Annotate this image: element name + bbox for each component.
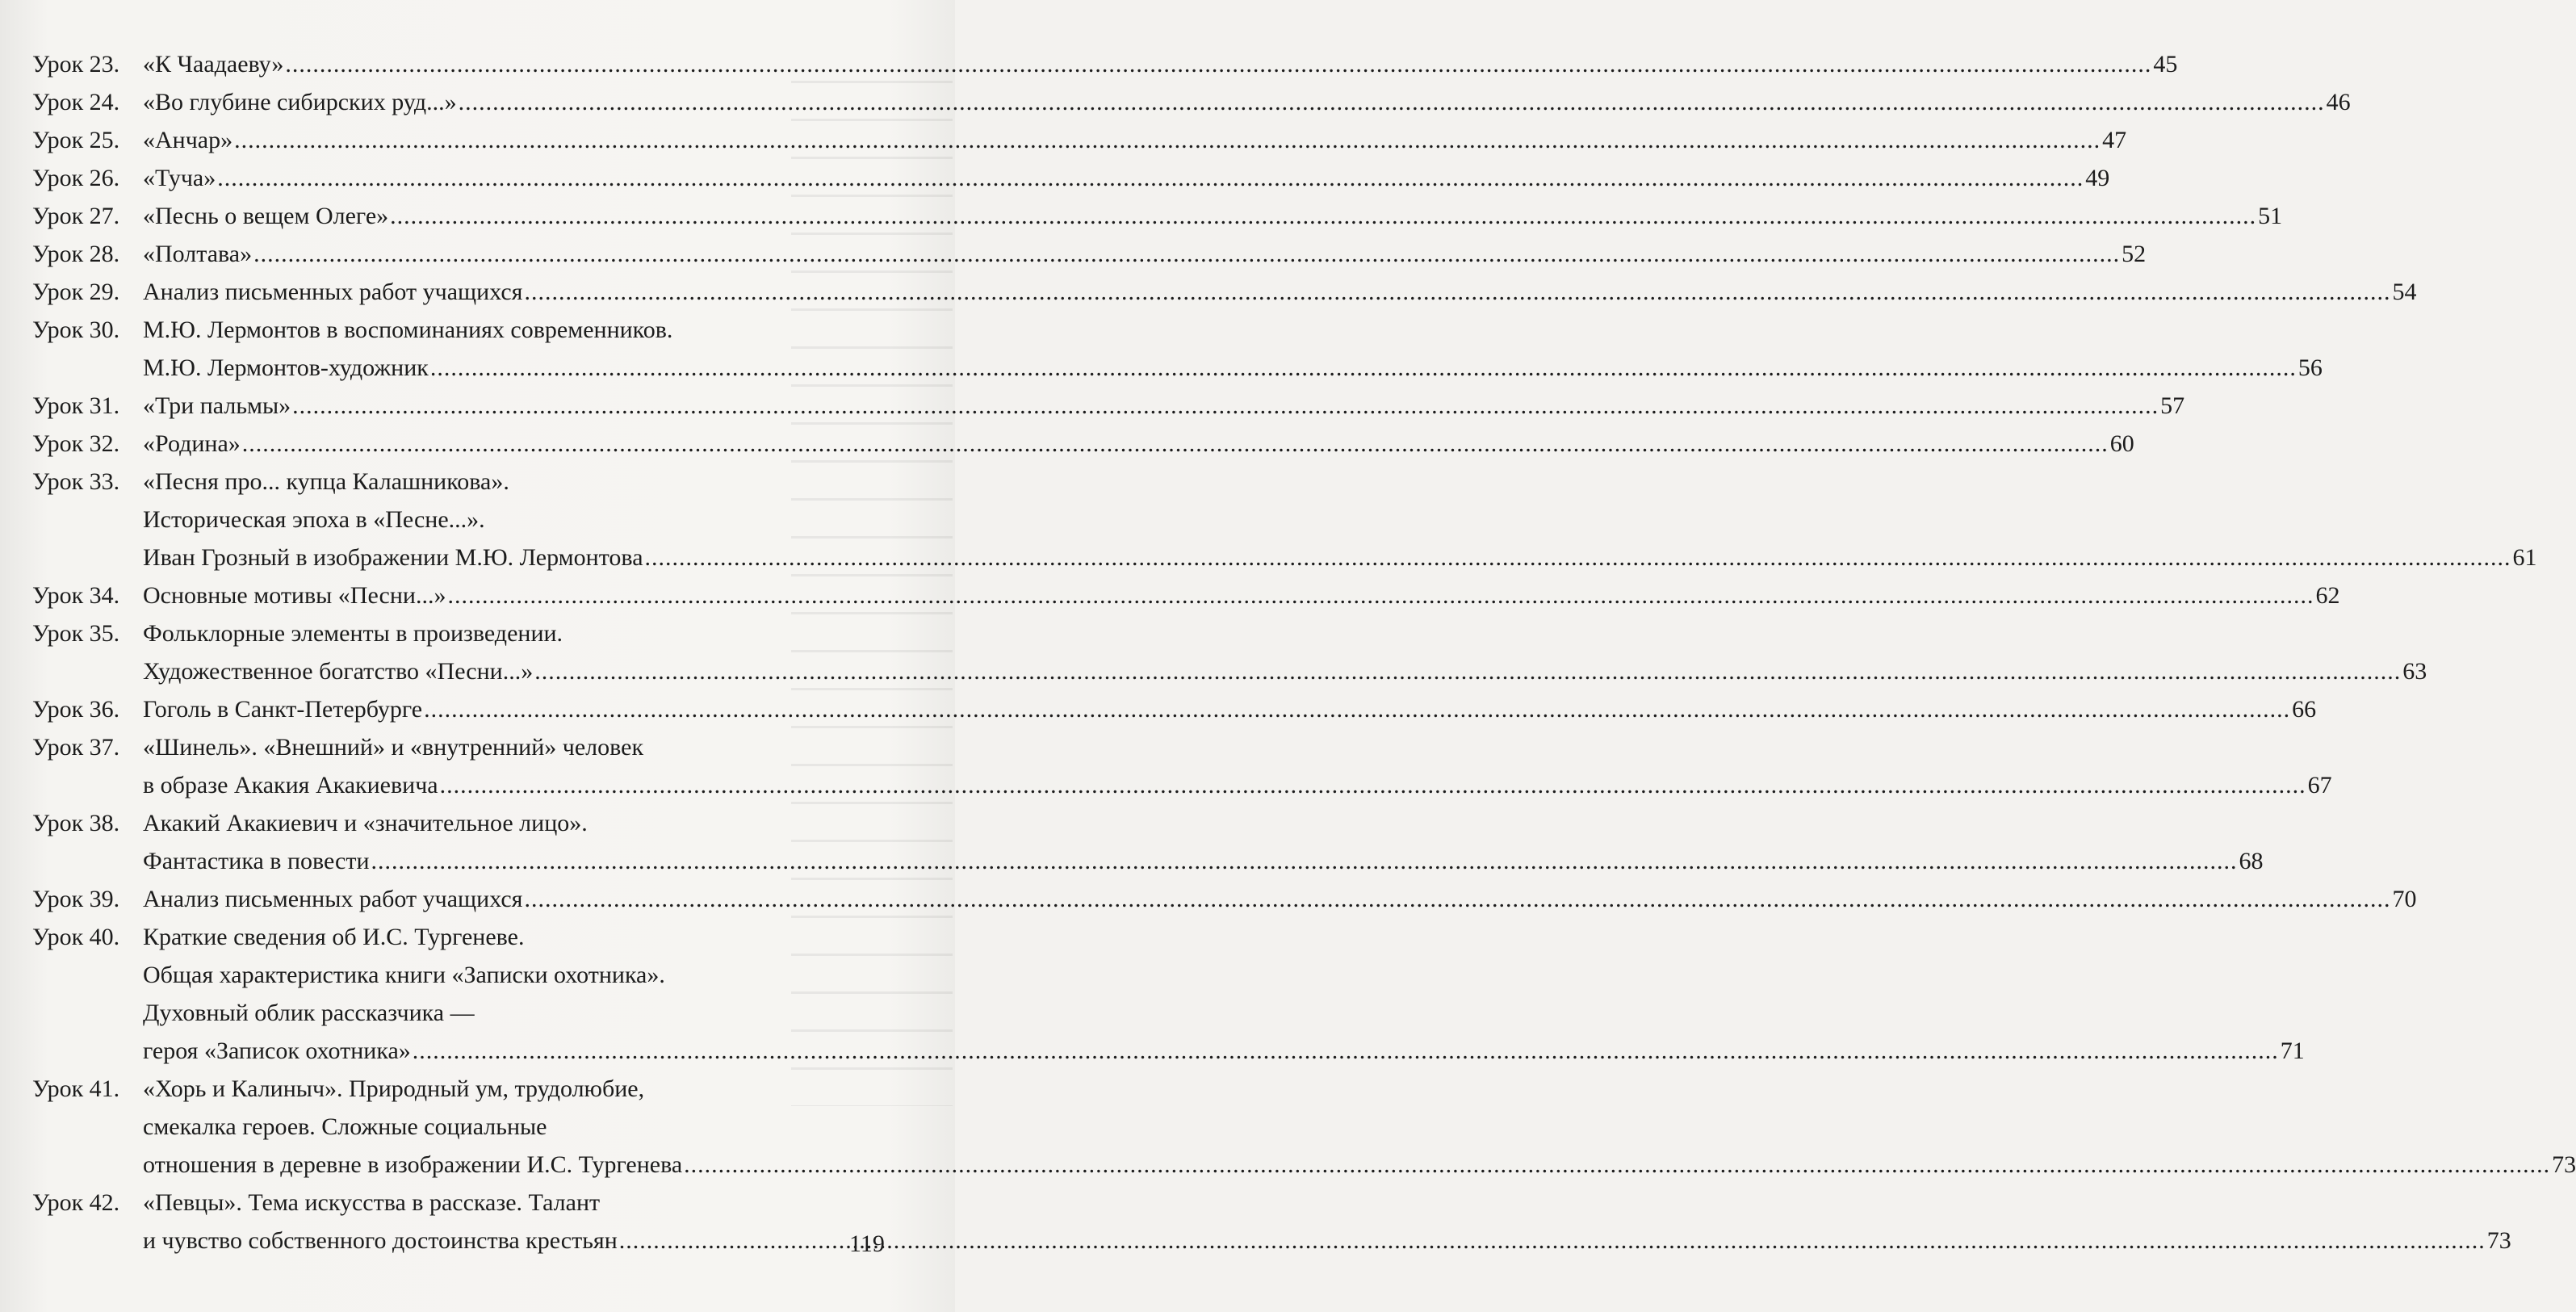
title-line bbox=[143, 197, 2282, 235]
lesson-title bbox=[143, 83, 2351, 121]
title-text: Анализ письменных работ учащихся bbox=[143, 279, 523, 305]
title-line: смекалка героев. Сложные социальные bbox=[143, 1113, 547, 1140]
lesson-number: Урок 36. bbox=[32, 696, 120, 723]
lesson-number: Урок 24. bbox=[32, 89, 120, 115]
title-line: «Песня про... купца Калашникова». bbox=[143, 468, 509, 495]
title-line: Акакий Акакиевич и «значительное лицо». bbox=[143, 810, 588, 836]
toc-entry bbox=[32, 45, 2178, 83]
dot-leader bbox=[390, 197, 2256, 235]
page-reference: 57 bbox=[2160, 392, 2185, 419]
lesson-number: Урок 27. bbox=[32, 203, 120, 229]
page-reference: 54 bbox=[2392, 279, 2417, 305]
title-line bbox=[143, 349, 2323, 387]
title-line: «Шинель». «Внешний» и «внутренний» человек bbox=[143, 734, 644, 761]
lesson-number: Урок 33. bbox=[32, 468, 120, 495]
page-reference: 62 bbox=[2315, 582, 2340, 609]
page-number: 119 bbox=[849, 1230, 885, 1257]
lesson-title bbox=[143, 273, 2416, 311]
lesson-number: Урок 38. bbox=[32, 810, 120, 836]
page-reference: 70 bbox=[2392, 886, 2417, 912]
title-text: в образе Акакия Акакиевича bbox=[143, 772, 438, 799]
title-line: Духовный облик рассказчика — bbox=[143, 1000, 475, 1026]
dot-leader bbox=[253, 235, 2120, 273]
lesson-number: Урок 25. bbox=[32, 127, 120, 153]
title-line bbox=[143, 83, 2351, 121]
page-reference: 67 bbox=[2307, 772, 2332, 799]
title-line bbox=[143, 652, 2427, 690]
dot-leader bbox=[217, 159, 2084, 197]
page-reference: 60 bbox=[2109, 430, 2134, 457]
lesson-number: Урок 41. bbox=[32, 1075, 120, 1102]
lesson-title bbox=[143, 311, 2323, 387]
page-reference: 45 bbox=[2153, 51, 2178, 78]
title-text: Гоголь в Санкт-Петербурге bbox=[143, 696, 423, 723]
toc-entry bbox=[32, 728, 2332, 804]
toc-entry bbox=[32, 880, 2417, 918]
title-line: Общая характеристика книги «Записки охотника». bbox=[143, 962, 665, 988]
lesson-title bbox=[143, 918, 2305, 1070]
title-line: М.Ю. Лермонтов в воспоминаниях современников. bbox=[143, 316, 673, 343]
dot-leader bbox=[413, 1032, 2279, 1070]
title-line bbox=[143, 45, 2177, 83]
page-reference: 49 bbox=[2085, 165, 2110, 191]
title-text: «К Чаадаеву» bbox=[143, 51, 284, 78]
lesson-number: Урок 30. bbox=[32, 316, 120, 343]
title-line: Историческая эпоха в «Песне...». bbox=[143, 506, 485, 533]
page-reference: 71 bbox=[2280, 1037, 2305, 1064]
title-line bbox=[143, 880, 2416, 918]
title-text: Фантастика в повести bbox=[143, 848, 370, 874]
toc-entry bbox=[32, 273, 2417, 311]
page-reference: 68 bbox=[2239, 848, 2264, 874]
lesson-number: Урок 29. bbox=[32, 279, 120, 305]
page-reference: 66 bbox=[2292, 696, 2317, 723]
title-text: Художественное богатство «Песни...» bbox=[143, 658, 534, 685]
lesson-title bbox=[143, 728, 2332, 804]
lesson-number: Урок 23. bbox=[32, 51, 120, 78]
title-line bbox=[143, 159, 2109, 197]
page-reference: 52 bbox=[2122, 241, 2147, 267]
title-line bbox=[143, 1222, 2511, 1260]
toc-entry bbox=[32, 311, 2323, 387]
dot-leader bbox=[242, 425, 2109, 463]
dot-leader bbox=[430, 349, 2297, 387]
lesson-title bbox=[143, 159, 2109, 197]
title-line bbox=[143, 1146, 2576, 1184]
title-line bbox=[143, 273, 2416, 311]
title-text: Основные мотивы «Песни...» bbox=[143, 582, 446, 609]
lesson-title bbox=[143, 45, 2177, 83]
dot-leader bbox=[459, 83, 2325, 121]
lesson-title bbox=[143, 614, 2427, 690]
table-of-contents bbox=[32, 45, 2576, 1260]
toc-entry bbox=[32, 1070, 2576, 1184]
title-text: «Во глубине сибирских руд...» bbox=[143, 89, 457, 115]
title-line bbox=[143, 1032, 2305, 1070]
toc-entry bbox=[32, 121, 2127, 159]
lesson-title bbox=[143, 121, 2126, 159]
title-line bbox=[143, 425, 2134, 463]
lesson-title bbox=[143, 690, 2316, 728]
lesson-number: Урок 31. bbox=[32, 392, 120, 419]
dot-leader bbox=[645, 539, 2511, 576]
dot-leader bbox=[447, 576, 2314, 614]
dot-leader bbox=[534, 652, 2401, 690]
dot-leader bbox=[684, 1146, 2550, 1184]
toc-entry bbox=[32, 576, 2340, 614]
page-reference: 63 bbox=[2402, 658, 2427, 685]
title-text: Анализ письменных работ учащихся bbox=[143, 886, 523, 912]
lesson-title bbox=[143, 1070, 2576, 1184]
title-line bbox=[143, 576, 2339, 614]
title-text: «Три пальмы» bbox=[143, 392, 291, 419]
lesson-title bbox=[143, 463, 2537, 576]
lesson-title bbox=[143, 387, 2184, 425]
toc-entry bbox=[32, 197, 2283, 235]
dot-leader bbox=[619, 1222, 2486, 1260]
lesson-number: Урок 42. bbox=[32, 1189, 120, 1216]
toc-entry bbox=[32, 1184, 2511, 1260]
title-text: «Анчар» bbox=[143, 127, 233, 153]
toc-entry bbox=[32, 235, 2147, 273]
lesson-number: Урок 32. bbox=[32, 430, 120, 457]
dot-leader bbox=[371, 842, 2238, 880]
lesson-title bbox=[143, 804, 2264, 880]
page-reference: 47 bbox=[2102, 127, 2127, 153]
toc-entry bbox=[32, 804, 2264, 880]
dot-leader bbox=[234, 121, 2101, 159]
lesson-number: Урок 28. bbox=[32, 241, 120, 267]
title-text: «Туча» bbox=[143, 165, 216, 191]
lesson-title bbox=[143, 235, 2146, 273]
lesson-number: Урок 39. bbox=[32, 886, 120, 912]
title-text: М.Ю. Лермонтов-художник bbox=[143, 354, 429, 381]
title-text: героя «Записок охотника» bbox=[143, 1037, 411, 1064]
lesson-number: Урок 26. bbox=[32, 165, 120, 191]
lesson-title bbox=[143, 197, 2282, 235]
lesson-title bbox=[143, 576, 2339, 614]
dot-leader bbox=[285, 45, 2151, 83]
dot-leader bbox=[424, 690, 2290, 728]
dot-leader bbox=[524, 273, 2390, 311]
lesson-number: Урок 34. bbox=[32, 582, 120, 609]
title-line: «Хорь и Калиныч». Природный ум, трудолюбие, bbox=[143, 1075, 645, 1102]
toc-entry bbox=[32, 83, 2351, 121]
title-line bbox=[143, 690, 2316, 728]
dot-leader bbox=[524, 880, 2390, 918]
lesson-title bbox=[143, 880, 2416, 918]
title-text: «Песнь о вещем Олеге» bbox=[143, 203, 389, 229]
title-text: «Полтава» bbox=[143, 241, 253, 267]
title-line: «Певцы». Тема искусства в рассказе. Талант bbox=[143, 1189, 601, 1216]
lesson-number: Урок 40. bbox=[32, 924, 120, 950]
dot-leader bbox=[440, 766, 2306, 804]
toc-entry bbox=[32, 918, 2305, 1070]
lesson-title bbox=[143, 425, 2134, 463]
page-reference: 46 bbox=[2326, 89, 2351, 115]
title-text: «Родина» bbox=[143, 430, 241, 457]
lesson-title bbox=[143, 1184, 2511, 1260]
lesson-number: Урок 35. bbox=[32, 620, 120, 647]
title-line bbox=[143, 387, 2184, 425]
page-reference: 61 bbox=[2512, 544, 2537, 571]
toc-entry bbox=[32, 690, 2317, 728]
title-line bbox=[143, 539, 2537, 576]
page-reference: 73 bbox=[2486, 1227, 2511, 1254]
title-line bbox=[143, 235, 2146, 273]
page-reference: 56 bbox=[2297, 354, 2323, 381]
title-text: и чувство собственного достоинства крестьян bbox=[143, 1227, 618, 1254]
title-text: отношения в деревне в изображении И.С. Тургенева bbox=[143, 1151, 683, 1178]
title-line bbox=[143, 766, 2332, 804]
page-reference: 51 bbox=[2258, 203, 2283, 229]
toc-entry bbox=[32, 425, 2134, 463]
title-text: Иван Грозный в изображении М.Ю. Лермонтова bbox=[143, 544, 643, 571]
toc-entry bbox=[32, 387, 2185, 425]
page-reference: 73 bbox=[2552, 1151, 2576, 1178]
title-line bbox=[143, 842, 2264, 880]
title-line: Краткие сведения об И.С. Тургеневе. bbox=[143, 924, 525, 950]
toc-entry bbox=[32, 463, 2537, 576]
lesson-number: Урок 37. bbox=[32, 734, 120, 761]
toc-entry bbox=[32, 614, 2427, 690]
title-line bbox=[143, 121, 2126, 159]
dot-leader bbox=[292, 387, 2159, 425]
title-line: Фольклорные элементы в произведении. bbox=[143, 620, 563, 647]
toc-entry bbox=[32, 159, 2110, 197]
